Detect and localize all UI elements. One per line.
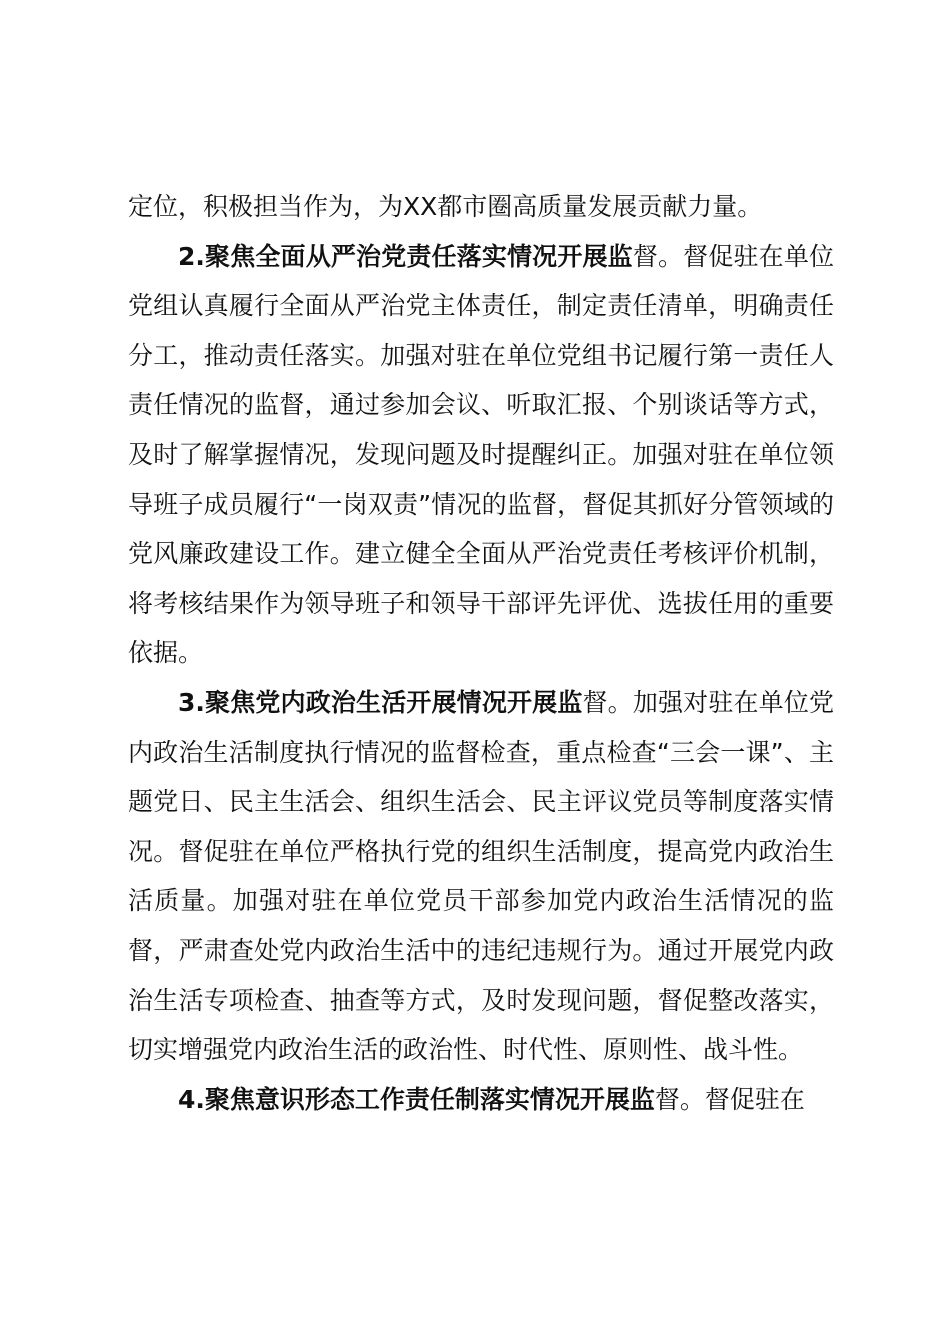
paragraph-text: 定位，积极担当作为，为XX都市圈高质量发展贡献力量。 — [128, 192, 763, 221]
paragraph-continuation — [128, 182, 834, 232]
document-body — [128, 182, 834, 1124]
paragraph-heading: 2.聚焦全面从严治党责任落实情况开展监 — [178, 241, 633, 271]
paragraph-2 — [128, 232, 834, 678]
paragraph-4 — [128, 1075, 834, 1125]
paragraph-heading: 3.聚焦党内政治生活开展情况开展监 — [178, 687, 583, 717]
paragraph-text: 督。督促驻在 — [654, 1084, 805, 1114]
paragraph-heading: 4.聚焦意识形态工作责任制落实情况开展监 — [178, 1084, 655, 1114]
paragraph-3 — [128, 678, 834, 1075]
paragraph-text: 督。加强对驻在单位党内政治生活制度执行情况的监督检查，重点检查“三会一课”、主题党日、民主生活会、组织生活会、民主评议党员等制度落实情况。督促驻在单位严格执行党的组织生活制度，提高党内政治生活质量。加强对驻在单位党员干部参加党内政治生活情况的监督，严肃查处党内政治生活中的违纪违规行为。通过开展党内政治生活专项检查、抽查等方式，及时发现问题，督促整改落实，切实增强党内政治生活的政治性、时代性、原则性、战斗性。 — [128, 687, 834, 1065]
paragraph-text: 督。督促驻在单位党组认真履行全面从严治党主体责任，制定责任清单，明确责任分工，推动责任落实。加强对驻在单位党组书记履行第一责任人责任情况的监督，通过参加会议、听取汇报、个别谈话等方式，及时了解掌握情况，发现问题及时提醒纠正。加强对驻在单位领导班子成员履行“一岗双责”情况的监督，督促其抓好分管领域的党风廉政建设工作。建立健全全面从严治党责任考核评价机制，将考核结果作为领导班子和领导干部评先评优、选拔任用的重要依据。 — [128, 241, 834, 668]
